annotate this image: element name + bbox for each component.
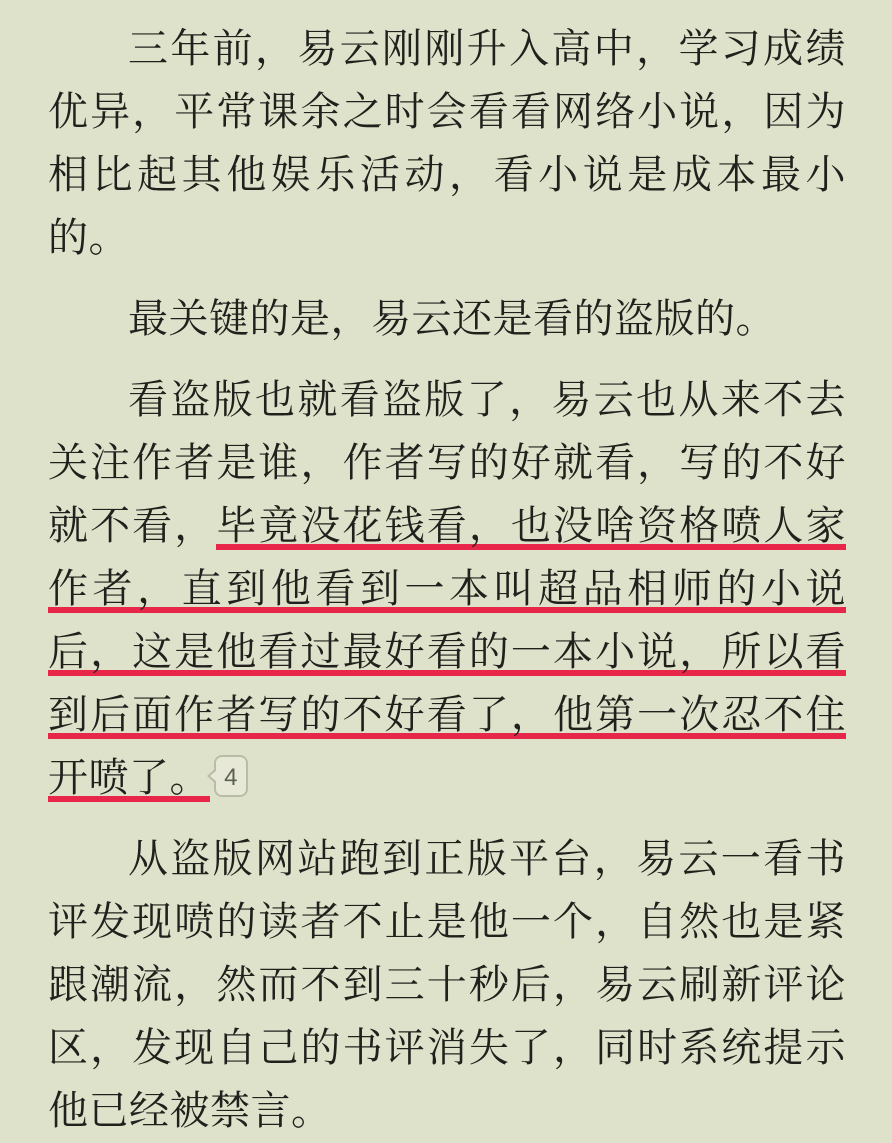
- paragraph-3: [48, 369, 846, 810]
- paragraph-2: [48, 288, 846, 351]
- paragraph-1: [48, 18, 846, 270]
- note-count-marker[interactable]: 4: [214, 755, 248, 797]
- paragraph-2-text: 最关键的是，易云还是看的盗版的。: [128, 297, 776, 341]
- paragraph-4-text: 从盗版网站跑到正版平台，易云一看书评发现喷的读者不止是他一个，自然也是紧跟潮流，然而不到三十秒后，易云刷新评论区，发现自己的书评消失了，同时系统提示他已经被禁言。: [48, 837, 846, 1133]
- highlighted-text[interactable]: 毕竟没花钱看，也没啥资格喷人家作者，直到他看到一本叫超品相师的小说后，这是他看过最好看的一本小说，所以看到后面作者写的不好看了，他第一次忍不住开喷了。: [48, 504, 847, 800]
- paragraph-4: [48, 828, 846, 1143]
- paragraph-1-text: 三年前，易云刚刚升入高中，学习成绩优异，平常课余之时会看看网络小说，因为相比起其他娱乐活动，看小说是成本最小的。: [48, 27, 846, 260]
- paragraph-3-text-plain: 看盗版也就看盗版了，易云也从来不去关注作者是谁，作者写的好就看，写的不好就不看，: [48, 378, 846, 548]
